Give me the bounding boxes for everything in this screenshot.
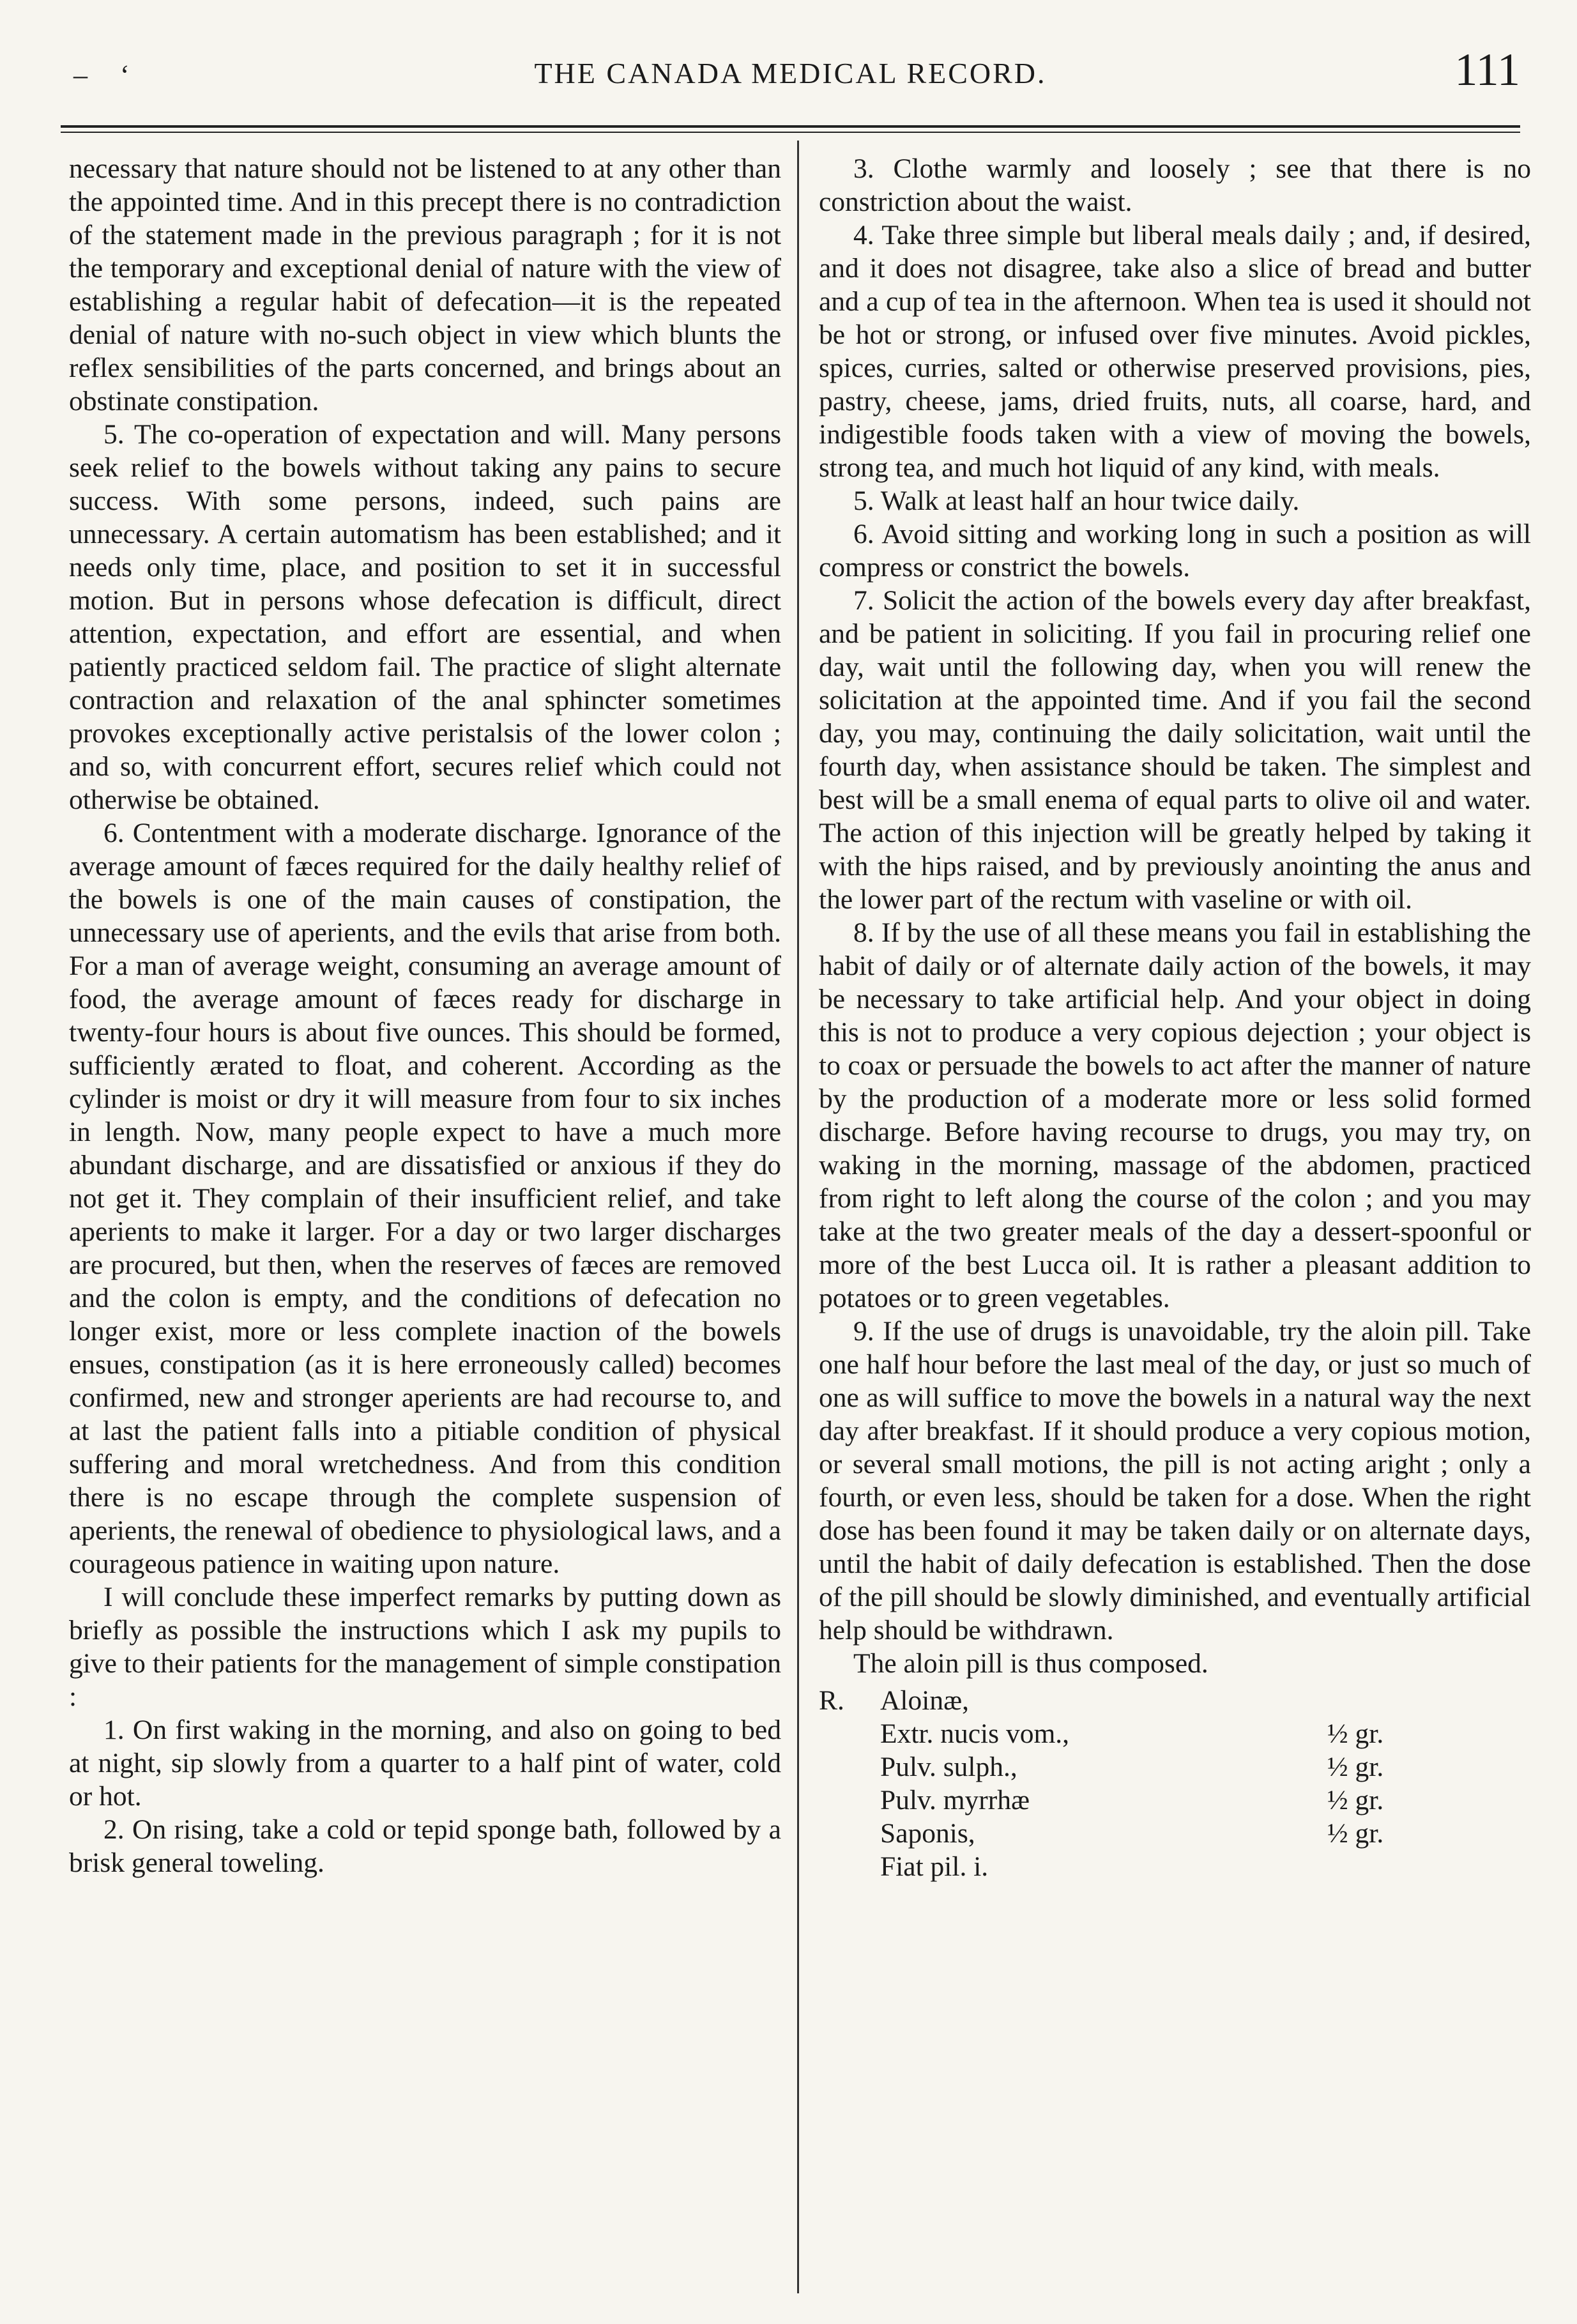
instruction-item: 3. Clothe warmly and loosely ; see that there is no constriction about the waist. bbox=[819, 153, 1531, 217]
header-mark: – ‘ bbox=[73, 59, 142, 91]
recipe-head bbox=[819, 1684, 1531, 1717]
recipe-dose: ½ gr. bbox=[1327, 1752, 1384, 1782]
instruction-item: 7. Solicit the action of the bowels every day after breakfast, and be patient in soliciting. If you fail in procuring relief one day, wait until the following day, when you will renew the solicitation at the appointed time. And if you fail the second day, you may, continuing the daily solicitation, wait until the fourth day, when assistance should be taken. The simplest and best will be a small enema of equal parts to olive oil and water. The action of this injection will be greatly helped by taking it with the hips raised, and by previously anointing the anus and the lower part of the rectum with vaseline or with oil. bbox=[819, 585, 1531, 915]
header-rule-thick bbox=[61, 125, 1520, 128]
recipe-ingredient: Saponis, bbox=[880, 1818, 975, 1849]
recipe-ingredient: Pulv. myrrhæ bbox=[880, 1785, 1030, 1816]
right-column bbox=[819, 152, 1531, 1883]
recipe-dose: ½ gr. bbox=[1327, 1718, 1384, 1749]
header-rule-thin bbox=[61, 132, 1520, 133]
page-number: 111 bbox=[1454, 44, 1520, 95]
running-title: THE CANADA MEDICAL RECORD. bbox=[534, 57, 1047, 89]
recipe-row bbox=[819, 1784, 1531, 1817]
recipe-ingredient: Extr. nucis vom., bbox=[880, 1718, 1070, 1749]
recipe-row bbox=[819, 1717, 1531, 1750]
recipe-row bbox=[819, 1750, 1531, 1784]
recipe-tail: Fiat pil. i. bbox=[880, 1851, 989, 1882]
recipe-ingredient: Pulv. sulph., bbox=[880, 1752, 1017, 1782]
instruction-item: 5. Walk at least half an hour twice daily. bbox=[853, 485, 1300, 516]
instruction-item: 8. If by the use of all these means you fail in establishing the habit of daily or of alternate daily action of the bowels, it may be necessary to take artificial help. And your object in doing this is not to produce a very copious dejection ; your object is to coax or persuade the bowels to act after the manner of nature by the production of a moderate more or less solid formed discharge. Before having recourse to drugs, you may try, on waking in the morning, massage of the abdomen, practiced from right to left along the course of the colon ; and you may take at the two greater meals of the day a dessert-spoonful or more of the best Lucca oil. It is rather a pleasant addition to potatoes or to green vegetables. bbox=[819, 917, 1531, 1313]
paragraph: necessary that nature should not be listened to at any other than the appointed time. And in this precept there is no contradiction of the statement made in the previous paragraph ; for it is not the temporary and exceptional denial of nature with the view of establishing a regular habit of defecation—it is the repeated denial of nature with no-such object in view which blunts the reflex sensibilities of the parts concerned, and brings about an obstinate constipation. bbox=[69, 153, 781, 417]
recipe-symbol: R. bbox=[819, 1685, 844, 1716]
instruction-item: 2. On rising, take a cold or tepid sponge bath, followed by a brisk general toweling. bbox=[69, 1814, 781, 1878]
recipe-row bbox=[819, 1817, 1531, 1850]
instruction-item: 9. If the use of drugs is unavoidable, try the aloin pill. Take one half hour before the last meal of the day, or just so much of one as will suffice to move the bowels in a natural way the next day after breakfast. If it should produce a very copious motion, or several small motions, the pill is not acting aright ; only a fourth, or even less, should be taken for a dose. When the right dose has been found it may be taken daily or on alternate days, until the habit of daily defecation is established. Then the dose of the pill should be slowly diminished, and eventually artificial help should be withdrawn. bbox=[819, 1316, 1531, 1646]
paragraph: I will conclude these imperfect remarks by putting down as briefly as possible the instructions which I ask my pupils to give to their patients for the management of simple constipation : bbox=[69, 1582, 781, 1712]
recipe-dose: ½ gr. bbox=[1327, 1785, 1384, 1816]
paragraph: 5. The co-operation of expectation and will. Many persons seek relief to the bowels without taking any pains to secure success. With some persons, indeed, such pains are unnecessary. A certain automatism has been established; and it needs only time, place, and position to set it in successful motion. But in persons whose defecation is difficult, direct attention, expectation, and effort are essential, and when patiently practiced seldom fail. The practice of slight alternate contraction and relaxation of the anal sphincter sometimes provokes exceptionally active peristalsis of the lower colon ; and so, with concurrent effort, secures relief which could not otherwise be obtained. bbox=[69, 419, 781, 815]
recipe-dose: ½ gr. bbox=[1327, 1818, 1384, 1849]
paragraph: 6. Contentment with a moderate discharge. Ignorance of the average amount of fæces required for the daily healthy relief of the bowels is one of the main causes of constipation, the unnecessary use of aperients, and the evils that arise from both. For a man of average weight, consuming an average amount of food, the average amount of fæces ready for discharge in twenty-four hours is about five ounces. This should be formed, sufficiently ærated to float, and coherent. According as the cylinder is moist or dry it will measure from four to six inches in length. Now, many people expect to have a much more abundant discharge, and are dissatisfied or anxious if they do not get it. They complain of their insufficient relief, and take aperients to make it larger. For a day or two larger discharges are procured, but then, when the reserves of fæces are removed and the colon is empty, and the conditions of defecation no longer exist, more or less complete inaction of the bowels ensues, constipation (as it is here erroneously called) becomes confirmed, new and stronger aperients are had recourse to, and at last the patient falls into a pitiable condition of physical suffering and moral wretchedness. And from this condition there is no escape through the complete suspension of aperients, the renewal of obedience to physiological laws, and a courageous patience in waiting upon nature. bbox=[69, 818, 781, 1579]
instruction-item: 4. Take three simple but liberal meals daily ; and, if desired, and it does not disagree, take also a slice of bread and butter and a cup of tea in the afternoon. When tea is used it should not be hot or strong, or infused over five minutes. Avoid pickles, spices, curries, salted or otherwise preserved provisions, pies, pastry, cheese, jams, dried fruits, nuts, all coarse, hard, and indigestible foods taken with a view of moving the bowels, strong tea, and much hot liquid of any kind, with meals. bbox=[819, 220, 1531, 483]
left-column bbox=[69, 152, 781, 1879]
instruction-item: 1. On first waking in the morning, and also on going to bed at night, sip slowly from a quarter to a half pint of water, cold or hot. bbox=[69, 1715, 781, 1812]
page-header bbox=[61, 40, 1520, 95]
paragraph: The aloin pill is thus composed. bbox=[853, 1648, 1208, 1679]
recipe bbox=[819, 1684, 1531, 1883]
instruction-item: 6. Avoid sitting and working long in such a position as will compress or constrict the bowels. bbox=[819, 519, 1531, 583]
column-divider bbox=[797, 141, 799, 2293]
recipe-first-ingredient: Aloinæ, bbox=[880, 1685, 969, 1716]
